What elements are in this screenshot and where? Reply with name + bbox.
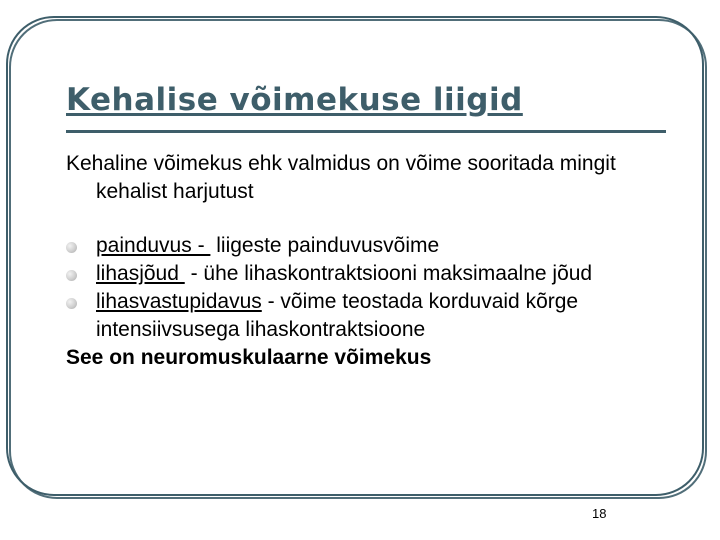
bullet-item-lihasvastupidavus — [66, 288, 666, 344]
slide-body — [66, 150, 666, 372]
bullet-icon — [66, 270, 77, 281]
bullet-definition: - ühe lihaskontraktsiooni maksimaalne jõud — [184, 262, 593, 285]
bullet-item-lihasjoud — [66, 260, 666, 288]
bullet-term: lihasjõud — [96, 262, 185, 285]
page-number: 18 — [592, 506, 607, 521]
bullet-definition: liigeste painduvusvõime — [210, 234, 440, 257]
bullet-icon — [66, 242, 77, 253]
bullet-item-painduvus — [66, 232, 666, 260]
bullet-term: lihasvastupidavus — [96, 290, 262, 313]
intro-text: Kehaline võimekus ehk valmidus on võime sooritada mingit kehalist harjutust — [66, 152, 616, 203]
bullet-icon — [66, 298, 77, 309]
bullet-term: painduvus - — [96, 234, 211, 257]
conclusion-text: See on neuromuskulaarne võimekus — [66, 346, 432, 369]
slide-title: Kehalise võimekuse liigid — [66, 82, 523, 118]
bullet-list — [66, 232, 666, 344]
title-rule — [66, 130, 666, 133]
bullet-definition: - võime teostada korduvaid kõrge intensiivsusega lihaskontraktsioone — [96, 290, 584, 341]
